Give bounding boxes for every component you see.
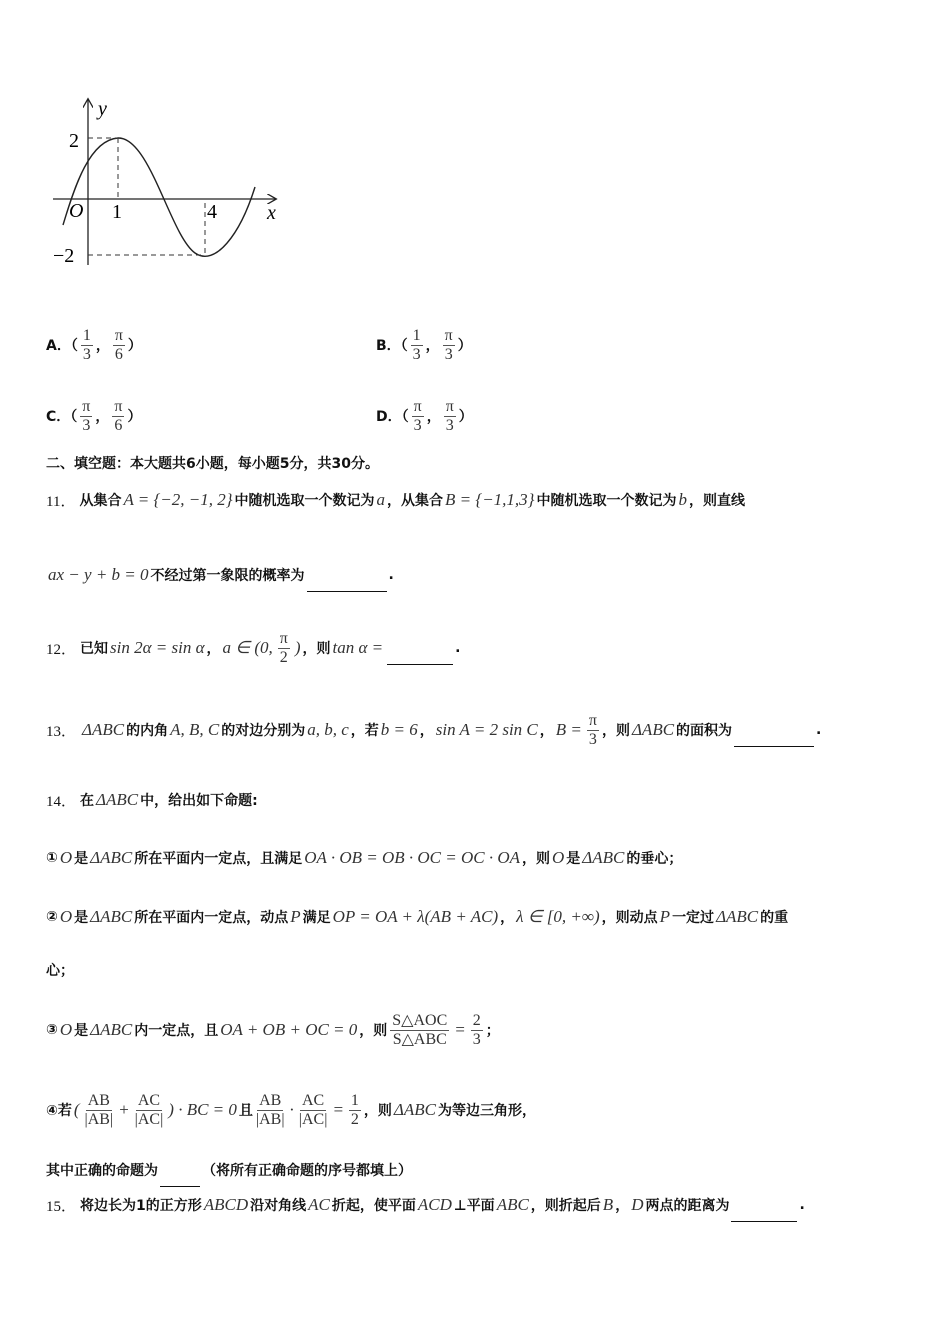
text: ⊥平面 <box>453 1198 495 1214</box>
fraction-numerator: AC <box>137 1091 161 1109</box>
question-number: 15． <box>46 1198 77 1215</box>
math-expression: A, B, C <box>170 720 220 739</box>
question-number: 11． <box>46 493 76 510</box>
answer-blank[interactable] <box>731 1220 797 1222</box>
math-expression: a ∈ (0, <box>222 638 273 657</box>
math-expression: ΔABC <box>582 848 625 867</box>
fraction-numerator: π <box>444 326 453 344</box>
fraction <box>412 398 424 434</box>
fraction <box>299 1092 328 1128</box>
origin-label: O <box>69 200 84 222</box>
text: 其中正确的命题为 <box>46 1163 158 1179</box>
fraction-numerator: AB <box>87 1091 110 1109</box>
math-expression: AC <box>308 1195 330 1214</box>
question-line <box>46 780 258 820</box>
math-expression: sin A = 2 sin C <box>435 720 538 739</box>
math-expression: sin 2α = sin α <box>110 638 205 657</box>
math-expression: ABC <box>496 1195 529 1214</box>
text: 所在平面内一定点，动点 <box>134 910 289 926</box>
fraction-denominator: 3 <box>82 416 91 434</box>
text: ，则 <box>522 851 550 867</box>
text: ， <box>615 1198 630 1214</box>
math-expression: ( <box>73 1100 80 1119</box>
text: 中随机选取一个数记为 <box>234 493 375 509</box>
question-line <box>46 1010 500 1050</box>
fraction-denominator: 6 <box>114 416 123 434</box>
text: C．（ <box>46 409 78 425</box>
fraction <box>80 398 92 434</box>
text: 的内角 <box>126 723 169 739</box>
fraction <box>411 327 423 363</box>
fraction-denominator: |AC| <box>134 1110 164 1128</box>
text: D．（ <box>376 409 409 425</box>
text: 已知 <box>80 641 109 657</box>
text: 的对边分别为 <box>221 723 306 739</box>
math-expression: ΔABC <box>82 720 125 739</box>
fraction-denominator: 3 <box>413 416 422 434</box>
math-expression: b = 6 <box>380 720 418 739</box>
tick-4: 4 <box>207 201 217 223</box>
fraction-numerator: AC <box>302 1091 325 1109</box>
question-number: 13． <box>46 723 77 740</box>
text: ， <box>95 409 110 425</box>
fraction-numerator: S△AOC <box>392 1011 448 1029</box>
fraction-denominator: 2 <box>350 1110 359 1128</box>
question-line <box>46 838 682 878</box>
fraction <box>135 1092 164 1128</box>
text: ，则动点 <box>601 910 658 926</box>
tick-1: 1 <box>112 201 122 223</box>
fraction-denominator: 3 <box>444 345 453 363</box>
math-expression: ΔABC <box>393 1100 437 1119</box>
text: 的垂心； <box>626 851 683 867</box>
text: ） <box>127 338 142 354</box>
math-expression: OA · OB = OB · OC = OC · OA <box>304 848 520 867</box>
math-expression: = <box>454 1020 466 1039</box>
math-expression: O <box>59 907 73 926</box>
fraction-numerator: 2 <box>472 1011 481 1029</box>
x-label: x <box>267 202 276 224</box>
answer-blank[interactable] <box>387 663 453 665</box>
text: 中随机选取一个数记为 <box>536 493 677 509</box>
fraction-numerator: 1 <box>350 1091 359 1109</box>
text: ① <box>46 850 58 866</box>
text: 满足 <box>302 910 331 926</box>
question-line <box>46 628 460 668</box>
fraction <box>587 712 599 748</box>
text: ， <box>419 723 434 739</box>
text: ，则 <box>302 641 331 657</box>
fraction-denominator: 2 <box>279 648 288 666</box>
answer-option <box>46 396 141 436</box>
answer-blank[interactable] <box>734 745 814 747</box>
math-expression: ) <box>294 638 301 657</box>
answer-option <box>46 325 142 365</box>
text: （将所有正确命题的序号都填上） <box>202 1163 412 1179</box>
fraction-denominator: 3 <box>82 345 91 363</box>
text: ，则 <box>601 723 630 739</box>
math-expression: ΔABC <box>90 907 133 926</box>
math-expression: B <box>602 1195 614 1214</box>
math-expression: a <box>376 490 386 509</box>
text: ④若 <box>46 1103 72 1119</box>
question-line <box>46 950 74 990</box>
math-expression: ΔABC <box>716 907 759 926</box>
text: 一定过 <box>672 910 715 926</box>
question-line <box>46 555 394 595</box>
text: . <box>816 722 822 738</box>
text: ，若 <box>350 723 379 739</box>
text: 的面积为 <box>676 723 733 739</box>
math-expression: ΔABC <box>96 790 139 809</box>
text: 为等边三角形， <box>438 1103 537 1119</box>
text: 两点的距离为 <box>645 1198 730 1214</box>
fraction-numerator: π <box>114 326 123 344</box>
fraction-numerator: π <box>279 629 288 647</box>
text: . <box>388 567 394 583</box>
question-line <box>46 1090 536 1130</box>
fraction-denominator: |AB| <box>84 1110 114 1128</box>
fraction-denominator: 3 <box>445 416 454 434</box>
fraction <box>85 1092 114 1128</box>
fraction <box>443 327 455 363</box>
text: 是 <box>74 1023 89 1039</box>
math-expression: ) · BC = 0 <box>168 1100 237 1119</box>
text: ③ <box>46 1022 58 1038</box>
fraction-denominator: 3 <box>412 345 421 363</box>
math-expression: B = <box>555 720 582 739</box>
text: 的重 <box>760 910 789 926</box>
text: ，则 <box>363 1103 392 1119</box>
math-expression: OP = OA + λ(AB + AC) <box>332 907 499 926</box>
math-expression: O <box>552 848 565 867</box>
math-expression: ABCD <box>203 1195 249 1214</box>
text: ， <box>539 723 554 739</box>
text: ，则 <box>359 1023 388 1039</box>
question-line <box>46 1150 412 1190</box>
fraction <box>444 398 456 434</box>
text: . <box>799 1197 805 1213</box>
text: 所在平面内一定点，且满足 <box>134 851 303 867</box>
math-expression: O <box>59 848 73 867</box>
text: 是 <box>74 910 89 926</box>
answer-option <box>376 325 472 365</box>
text: 心； <box>46 963 74 979</box>
math-expression: OA + OB + OC = 0 <box>220 1020 358 1039</box>
math-expression: = <box>332 1100 344 1119</box>
text: 且 <box>238 1103 253 1119</box>
fraction <box>81 327 93 363</box>
text: ； <box>485 1023 500 1039</box>
text: 是 <box>566 851 581 867</box>
question-line <box>46 443 379 483</box>
text: 中，给出如下命题: <box>140 793 258 809</box>
math-expression: B = {−1,1,3} <box>445 490 535 509</box>
fraction <box>390 1012 449 1048</box>
math-expression: · <box>289 1100 294 1119</box>
fraction <box>256 1092 285 1128</box>
fraction-numerator: 1 <box>82 326 91 344</box>
text: 二、填空题：本大题共6小题，每小题5分，共30分。 <box>46 456 379 472</box>
fraction-denominator: 3 <box>472 1030 481 1048</box>
text: ， <box>426 409 441 425</box>
fraction-numerator: 1 <box>412 326 421 344</box>
tick-2: 2 <box>69 130 79 152</box>
question-line <box>46 710 821 750</box>
answer-blank[interactable] <box>307 590 387 592</box>
fraction-numerator: π <box>445 397 454 415</box>
math-expression: A = {−2, −1, 2} <box>123 490 233 509</box>
math-expression: O <box>59 1020 73 1039</box>
text: 是 <box>74 851 89 867</box>
math-expression: ΔABC <box>90 1020 133 1039</box>
text: ， <box>95 338 110 354</box>
math-expression: ax − y + b = 0 <box>48 565 149 584</box>
math-expression: a, b, c <box>307 720 349 739</box>
text: 将边长为1的正方形 <box>80 1198 202 1214</box>
fraction-numerator: π <box>114 397 123 415</box>
question-number: 14． <box>46 793 77 810</box>
fraction-numerator: π <box>588 711 597 729</box>
text: ） <box>457 338 472 354</box>
math-expression: ACD <box>417 1195 452 1214</box>
text: ， <box>500 910 515 926</box>
text: ，则折起后 <box>530 1198 601 1214</box>
math-expression: b <box>678 490 687 509</box>
sine-graph <box>45 95 285 265</box>
fraction <box>349 1092 361 1128</box>
text: 内一定点，且 <box>134 1023 219 1039</box>
math-expression: λ ∈ [0, +∞) <box>516 907 600 926</box>
fraction-numerator: π <box>82 397 91 415</box>
fraction-denominator: 3 <box>588 730 597 748</box>
text: ② <box>46 909 58 925</box>
fraction-numerator: AB <box>259 1091 282 1109</box>
math-expression: D <box>631 1195 644 1214</box>
question-line <box>46 1185 805 1225</box>
text: 从集合 <box>79 493 122 509</box>
tick-neg2: −2 <box>53 245 75 265</box>
question-number: 12． <box>46 641 77 658</box>
math-expression: tan α = <box>332 638 384 657</box>
fraction <box>112 398 124 434</box>
text: 不经过第一象限的概率为 <box>150 568 305 584</box>
fraction-denominator: |AC| <box>298 1110 328 1128</box>
fraction <box>471 1012 483 1048</box>
question-line <box>46 480 745 520</box>
fraction <box>113 327 125 363</box>
text: 折起，使平面 <box>331 1198 416 1214</box>
fraction-numerator: π <box>413 397 422 415</box>
math-expression: + <box>118 1100 130 1119</box>
y-label: y <box>98 98 107 120</box>
fraction-denominator: 6 <box>114 345 123 363</box>
text: ， <box>425 338 440 354</box>
text: ） <box>127 409 142 425</box>
text: A．（ <box>46 338 78 354</box>
text: ，则直线 <box>688 493 745 509</box>
text: B．（ <box>376 338 408 354</box>
text: 沿对角线 <box>250 1198 307 1214</box>
sine-curve <box>63 138 255 256</box>
text: ，从集合 <box>387 493 444 509</box>
text: . <box>455 640 461 656</box>
fraction <box>278 630 290 666</box>
text: ， <box>206 641 221 657</box>
math-expression: P <box>659 907 671 926</box>
text: 在 <box>80 793 95 809</box>
math-expression: ΔABC <box>90 848 133 867</box>
question-line <box>46 897 788 937</box>
fraction-denominator: S△ABC <box>392 1030 447 1048</box>
fraction-denominator: |AB| <box>255 1110 285 1128</box>
math-expression: ΔABC <box>631 720 675 739</box>
text: ） <box>458 409 473 425</box>
math-expression: P <box>290 907 301 926</box>
answer-option <box>376 396 473 436</box>
